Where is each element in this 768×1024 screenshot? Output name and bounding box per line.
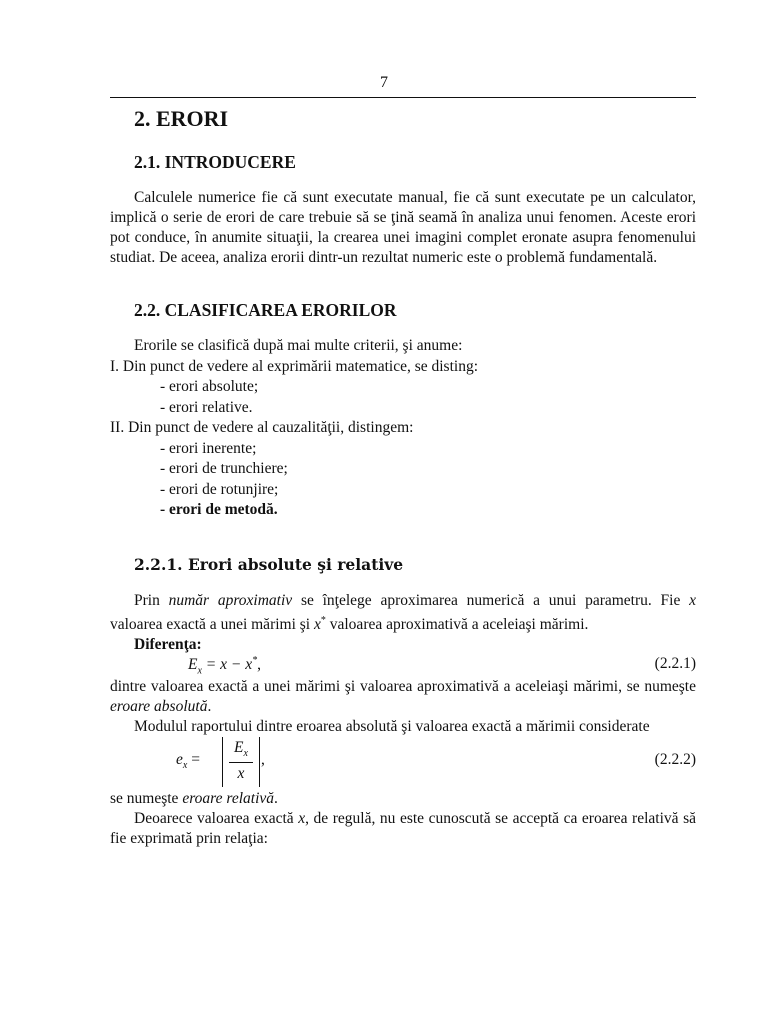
page-number: 7 bbox=[380, 74, 388, 91]
equation-number: (2.2.1) bbox=[654, 655, 696, 673]
classification-intro: Erorile se clasifică după mai multe criterii, şi anume: bbox=[134, 337, 463, 354]
subsection-title: 2.2.1. Erori absolute şi relative bbox=[134, 554, 404, 574]
abs-fraction: $E_x$ x bbox=[222, 737, 260, 787]
chapter-title: 2. ERORI bbox=[134, 106, 229, 131]
approx-number-paragraph: Prin număr aproximativ se înţelege aproximarea numerică a unui parametru. Fie x valoarea exactă a unei mărimi şi x* valoarea aproximativă a aceleiaşi mărimi. bbox=[110, 591, 696, 633]
criterion-one: I. Din punct de vedere al exprimării matematice, se disting: bbox=[110, 357, 478, 375]
absolute-error-paragraph: dintre valoarea exactă a unei mărimi şi valoarea aproximativă a aceleiaşi mărimi, se numeşte eroare absolută. bbox=[110, 678, 696, 716]
difference-label: Diferenţa: bbox=[134, 635, 202, 653]
equation-2-2-1: $E_x = x - x^*$, (2.2.1) bbox=[188, 655, 696, 677]
relative-error-paragraph: se numeşte eroare relativă. bbox=[110, 790, 278, 808]
equation-number: (2.2.2) bbox=[654, 751, 696, 769]
list-item: - erori relative. bbox=[160, 398, 253, 416]
term-eroare-absoluta: eroare absolută bbox=[110, 698, 208, 716]
list-item: - erori inerente; bbox=[160, 439, 257, 457]
term-numar-aproximativ: număr aproximativ bbox=[168, 591, 293, 609]
intro-paragraph: Calculele numerice fie că sunt executate manual, fie că sunt executate pe un calculator, implică o serie de erori de care trebuie să se ţină seamă în analiza unui fenomen. Aceste erori pot conduce, în anumite situaţii, la crearea unei imagini complet eronate asupra fenomenului studiat. De aceea, analiza erorii dintr-un rezultat numeric este o problemă fundamentală. bbox=[110, 189, 696, 266]
header-rule bbox=[110, 97, 696, 98]
page-content bbox=[110, 104, 696, 849]
term-eroare-relativa: eroare relativă bbox=[182, 790, 275, 808]
list-item: - erori de trunchiere; bbox=[160, 460, 288, 477]
equation-2-2-2: $e_x$ = $E_x$ x , (2.2.2) bbox=[110, 737, 696, 789]
modulus-paragraph: Modulul raportului dintre eroarea absolută şi valoarea exactă a mărimii considerate bbox=[134, 718, 650, 736]
list-item: - erori de rotunjire; bbox=[160, 480, 279, 498]
list-item: - erori absolute; bbox=[160, 378, 259, 395]
section-title-clasificare: 2.2. CLASIFICAREA ERORILOR bbox=[134, 300, 397, 320]
list-item: - erori de metodă. bbox=[160, 501, 278, 518]
deoarece-paragraph: Deoarece valoarea exactă x, de regulă, nu este cunoscută se acceptă ca eroarea relativă să fie exprimată prin relaţia: bbox=[110, 810, 696, 848]
criterion-two: II. Din punct de vedere al cauzalităţii, distingem: bbox=[110, 419, 414, 436]
section-title-introducere: 2.1. INTRODUCERE bbox=[134, 152, 296, 172]
